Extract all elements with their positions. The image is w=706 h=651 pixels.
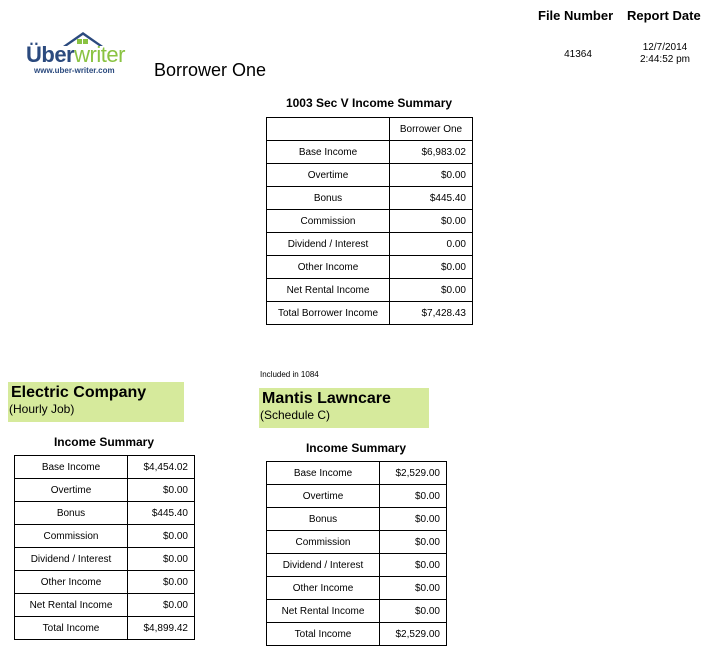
row-value: 0.00: [390, 233, 473, 256]
employer-header-mantis-lawncare: [259, 388, 429, 428]
row-value: $6,983.02: [390, 141, 473, 164]
row-value: $2,529.00: [380, 462, 447, 485]
row-value: $7,428.43: [390, 302, 473, 325]
table-row: [267, 256, 473, 279]
row-label: Overtime: [267, 485, 380, 508]
row-label: Other Income: [15, 571, 128, 594]
row-value: $0.00: [380, 485, 447, 508]
table-row: [267, 164, 473, 187]
table-row: [267, 600, 447, 623]
row-value: $4,899.42: [128, 617, 195, 640]
row-value: $0.00: [380, 600, 447, 623]
row-label: Commission: [267, 531, 380, 554]
column-header: Borrower One: [390, 118, 473, 141]
row-value: $0.00: [390, 164, 473, 187]
logo-url: www.uber-writer.com: [34, 66, 115, 75]
table-row: [267, 279, 473, 302]
row-value: $0.00: [128, 548, 195, 571]
row-value: $4,454.02: [128, 456, 195, 479]
table-row: [15, 617, 195, 640]
row-label: Other Income: [267, 256, 390, 279]
row-label: Dividend / Interest: [267, 233, 390, 256]
employer-name: Electric Company: [11, 384, 147, 401]
row-value: $0.00: [390, 256, 473, 279]
row-label: Overtime: [15, 479, 128, 502]
row-label: Dividend / Interest: [267, 554, 380, 577]
table-row: [267, 187, 473, 210]
table-row: [267, 623, 447, 646]
file-number-value: 41364: [564, 49, 592, 60]
row-value: $0.00: [380, 508, 447, 531]
employer-type: (Schedule C): [260, 408, 331, 422]
table-row: [267, 554, 447, 577]
row-label: Other Income: [267, 577, 380, 600]
table-row: [267, 233, 473, 256]
row-label: Dividend / Interest: [15, 548, 128, 571]
table-row: [267, 531, 447, 554]
row-label: Total Income: [267, 623, 380, 646]
table-row: [267, 302, 473, 325]
logo-wordmark: Überwriter: [26, 42, 125, 67]
employer-type: (Hourly Job): [9, 402, 75, 416]
income-summary-table: [266, 117, 473, 325]
table-row: [15, 456, 195, 479]
row-value: $0.00: [128, 571, 195, 594]
table-row: [267, 508, 447, 531]
row-label: Bonus: [267, 187, 390, 210]
table-row: [15, 502, 195, 525]
employer-income-table: [14, 455, 195, 640]
report-time-value: 2:44:52 pm: [639, 54, 691, 65]
row-label: Bonus: [267, 508, 380, 531]
employer-summary-title: Income Summary: [53, 435, 155, 449]
table-row: [15, 525, 195, 548]
table-row: [15, 548, 195, 571]
borrower-name: Borrower One: [154, 60, 267, 80]
row-label: Total Borrower Income: [267, 302, 390, 325]
row-label: Base Income: [15, 456, 128, 479]
employer-summary-title: Income Summary: [305, 441, 407, 455]
row-label: Commission: [267, 210, 390, 233]
summary-title: 1003 Sec V Income Summary: [285, 96, 453, 110]
table-row: [267, 210, 473, 233]
employer-income-table: [266, 461, 447, 646]
row-value: $2,529.00: [380, 623, 447, 646]
table-header-row: [267, 118, 473, 141]
row-label: Commission: [15, 525, 128, 548]
row-value: $0.00: [380, 577, 447, 600]
table-row: [15, 479, 195, 502]
included-note: Included in 1084: [260, 370, 319, 379]
row-value: $445.40: [390, 187, 473, 210]
uberwriter-logo: [26, 30, 146, 78]
row-label: Bonus: [15, 502, 128, 525]
row-value: $0.00: [390, 279, 473, 302]
row-value: $445.40: [128, 502, 195, 525]
row-value: $0.00: [128, 525, 195, 548]
table-row: [267, 577, 447, 600]
row-value: $0.00: [128, 479, 195, 502]
report-date-value: 12/7/2014: [642, 42, 688, 53]
row-label: Total Income: [15, 617, 128, 640]
table-cell: [267, 118, 390, 141]
file-number-label: File Number: [538, 8, 614, 23]
row-label: Net Rental Income: [15, 594, 128, 617]
report-date-label: Report Date: [627, 8, 701, 23]
row-value: $0.00: [380, 554, 447, 577]
table-row: [267, 462, 447, 485]
row-value: $0.00: [380, 531, 447, 554]
table-row: [15, 571, 195, 594]
row-label: Net Rental Income: [267, 600, 380, 623]
row-label: Base Income: [267, 141, 390, 164]
employer-name: Mantis Lawncare: [262, 390, 391, 407]
table-row: [267, 485, 447, 508]
row-label: Base Income: [267, 462, 380, 485]
table-row: [15, 594, 195, 617]
row-value: $0.00: [128, 594, 195, 617]
table-row: [267, 141, 473, 164]
row-label: Net Rental Income: [267, 279, 390, 302]
row-value: $0.00: [390, 210, 473, 233]
employer-header-electric-company: [8, 382, 184, 422]
row-label: Overtime: [267, 164, 390, 187]
